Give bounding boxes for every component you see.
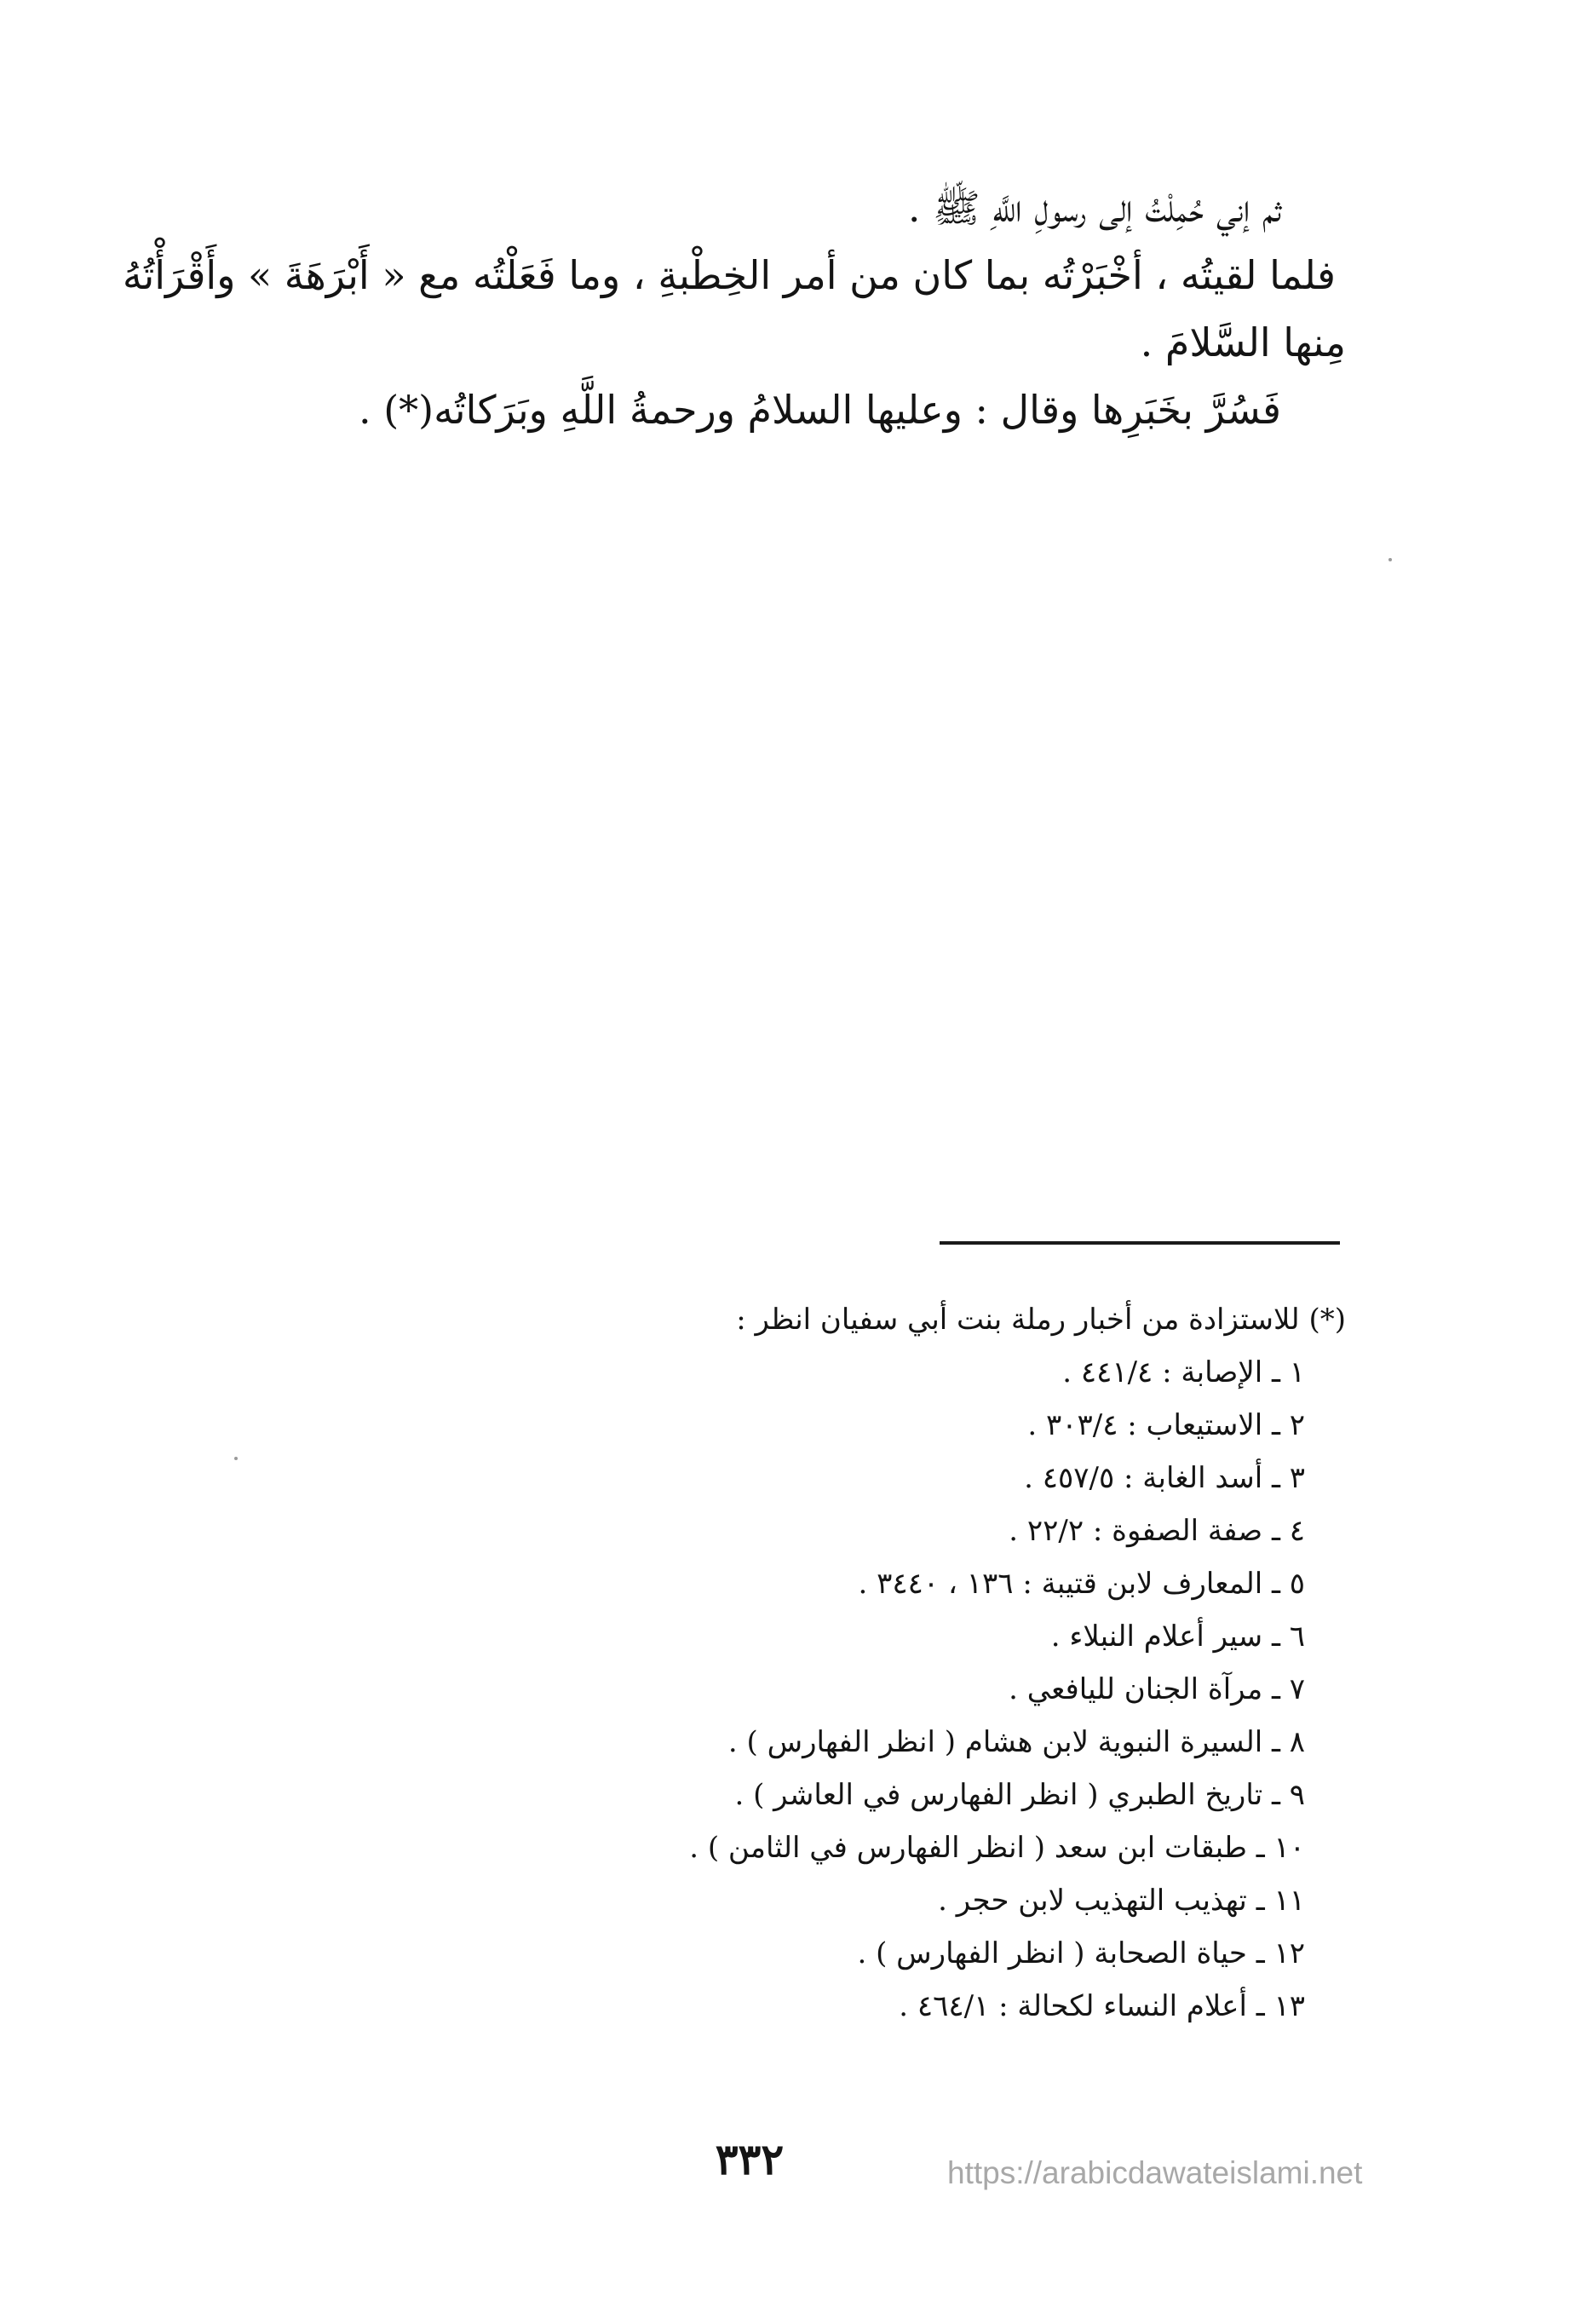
scan-speck [234,1457,238,1460]
footnote-list [324,1346,1346,2033]
footnote-item: ٧ ـ مرآة الجنان لليافعي . [1009,1672,1305,1706]
footnote-item: ٢ ـ الاستيعاب : ٣٠٣/٤ . [1027,1408,1305,1442]
footnote-item: ٨ ـ السيرة النبوية لابن هشام ( انظر الفهارس ) . [727,1725,1305,1759]
footnotes [324,1293,1346,2033]
watermark-url: https://arabicdawateislami.net [947,2155,1363,2190]
footnote-item: ٥ ـ المعارف لابن قتيبة : ١٣٦ ، ٣٤٤٠ . [858,1567,1305,1601]
footnote-item: ٩ ـ تاريخ الطبري ( انظر الفهارس في العاشر ) . [734,1778,1305,1812]
body-line: فَسُرَّ بخَبَرِها وقال : وعليها السلامُ ورحمةُ اللَّهِ وبَرَكاتُه(*) . [358,387,1281,433]
footnote-item: ١٠ ـ طبقات ابن سعد ( انظر الفهارس في الثامن ) . [689,1831,1305,1865]
body-line: مِنها السَّلامَ . [1140,319,1346,365]
page-number: ٣٣٢ [715,2134,785,2184]
footnote-item: ٣ ـ أسد الغابة : ٤٥٧/٥ . [1024,1461,1305,1495]
footnote-intro: (*) للاستزادة من أخبار رملة بنت أبي سفيان انظر : [736,1303,1346,1337]
footnote-item: ١ ـ الإصابة : ٤٤١/٤ . [1062,1355,1305,1389]
footnote-item: ٦ ـ سير أعلام النبلاء . [1050,1619,1305,1654]
footnote-item: ١١ ـ تهذيب التهذيب لابن حجر . [938,1884,1305,1918]
body-line: فلما لقيتُه ، أخْبَرْتُه بما كان من أمر الخِطْبةِ ، وما فَعَلْتُه مع « أَبْرَهَةَ » وأَقْرَأْتُهُ [122,252,1336,298]
footnote-item: ١٣ ـ أعلام النساء لكحالة : ٤٦٤/١ . [899,1989,1305,2023]
main-text [119,175,1346,444]
body-line: ثم إني حُمِلْتُ إلى رسولِ اللَّهِ ﷺ . [907,185,1281,231]
footnote-item: ٤ ـ صفة الصفوة : ٢٢/٢ . [1009,1514,1305,1548]
footnote-item: ١٢ ـ حياة الصحابة ( انظر الفهارس ) . [857,1936,1305,1970]
footnote-divider [940,1241,1340,1245]
scan-speck [1388,558,1392,561]
